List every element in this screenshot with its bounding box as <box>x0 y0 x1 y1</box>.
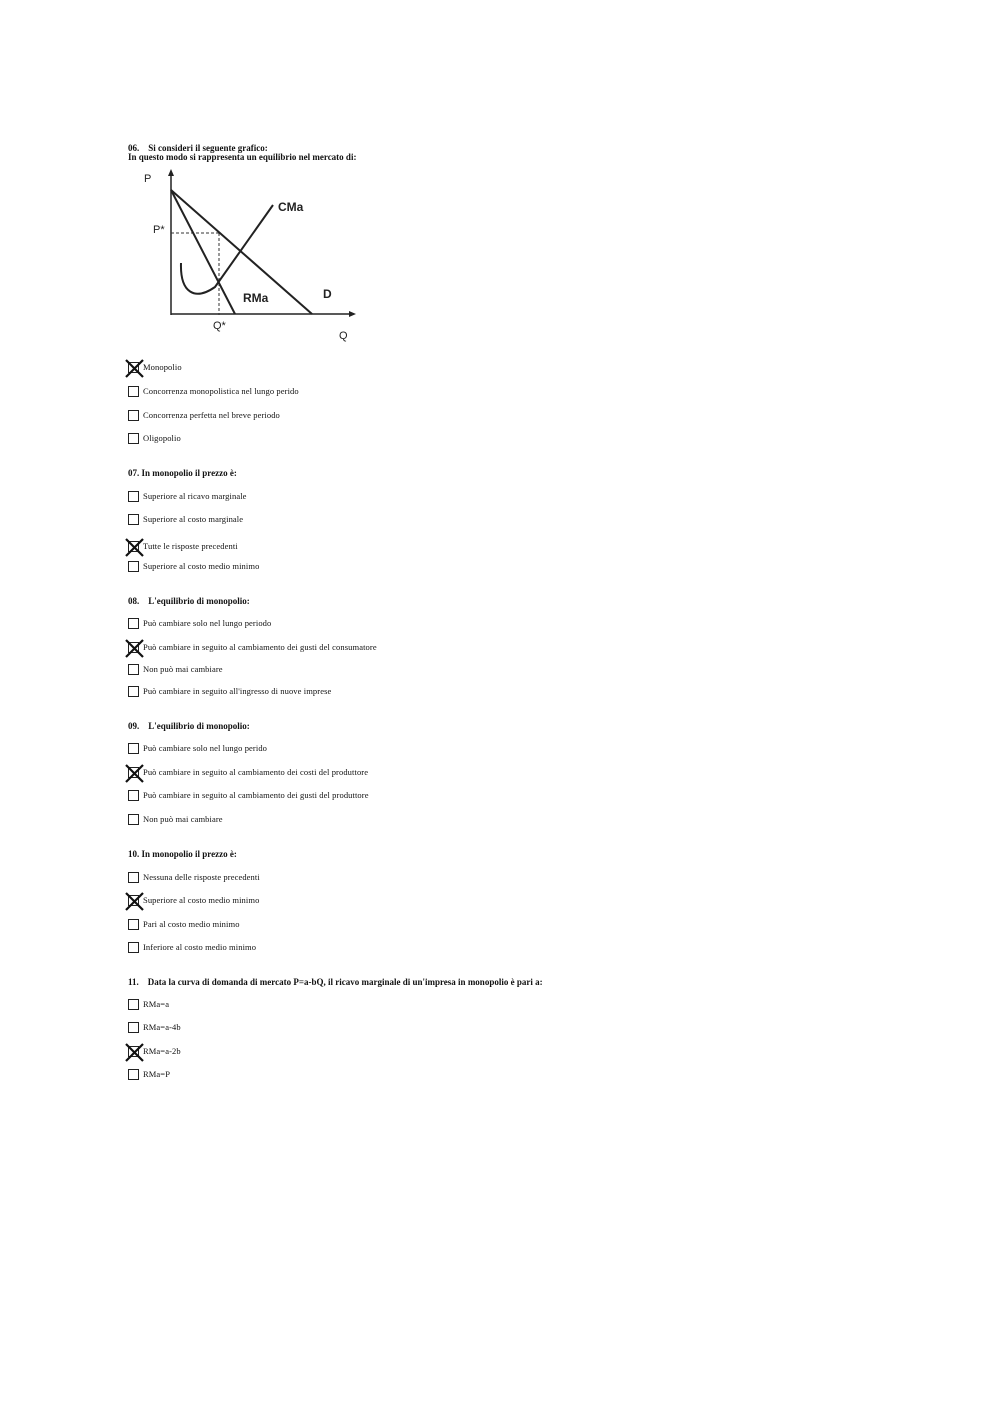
q06-option-3-label: Concorrenza perfetta nel breve periodo <box>143 410 280 420</box>
q08-option-3[interactable] <box>128 662 223 676</box>
question-09-title: 09. L'equilibrio di monopolio: <box>128 721 250 731</box>
q07-option-4[interactable] <box>128 559 259 573</box>
q07-option-2-label: Superiore al costo marginale <box>143 514 244 524</box>
q08-option-3-label: Non può mai cambiare <box>143 664 223 674</box>
question-06-title: 06. Si consideri il seguente grafico: <box>128 143 268 153</box>
q11-checkbox-4[interactable] <box>128 1069 139 1080</box>
q06-checkbox-3[interactable] <box>128 410 139 421</box>
q08-option-4[interactable] <box>128 684 331 698</box>
q07-option-3[interactable] <box>128 539 238 553</box>
q06-option-1[interactable] <box>128 360 182 374</box>
q08-option-2[interactable] <box>128 640 377 654</box>
y-axis-label: P <box>144 173 152 185</box>
q09-checkbox-2[interactable] <box>128 767 139 778</box>
check-cross-icon <box>125 892 144 911</box>
q10-option-4[interactable] <box>128 940 256 954</box>
q09-option-2-label: Può cambiare in seguito al cambiamento dei costi del produttore <box>143 767 369 777</box>
q08-checkbox-3[interactable] <box>128 664 139 675</box>
q06-checkbox-2[interactable] <box>128 386 139 397</box>
question-06-subtitle: In questo modo si rappresenta un equilibrio nel mercato di: <box>128 152 357 162</box>
q11-option-2[interactable] <box>128 1020 181 1034</box>
q10-checkbox-3[interactable] <box>128 919 139 930</box>
q09-option-1-label: Può cambiare solo nel lungo perido <box>143 743 268 753</box>
q08-checkbox-2[interactable] <box>128 642 139 653</box>
q09-option-3-label: Può cambiare in seguito al cambiamento dei gusti del produttore <box>143 790 369 800</box>
q07-checkbox-3[interactable] <box>128 541 139 552</box>
q09-checkbox-4[interactable] <box>128 814 139 825</box>
q11-option-2-label: RMa=a-4b <box>143 1022 181 1032</box>
marginal-cost-curve <box>181 205 273 294</box>
q07-option-1-label: Superiore al ricavo marginale <box>143 491 247 501</box>
q10-option-4-label: Inferiore al costo medio minimo <box>143 942 257 952</box>
q11-checkbox-3[interactable] <box>128 1046 139 1057</box>
marginal-revenue-curve <box>171 190 235 314</box>
q09-option-4[interactable] <box>128 812 223 826</box>
q06-option-4-label: Oligopolio <box>143 433 181 443</box>
q10-checkbox-1[interactable] <box>128 872 139 883</box>
q11-option-1[interactable] <box>128 997 169 1011</box>
q08-option-1-label: Può cambiare solo nel lungo periodo <box>143 618 272 628</box>
q06-option-2[interactable] <box>128 384 299 398</box>
q10-option-2-label: Superiore al costo medio minimo <box>143 895 260 905</box>
q11-option-1-label: RMa=a <box>143 999 170 1009</box>
check-cross-icon <box>125 538 144 557</box>
quantity-star-label: Q* <box>213 320 226 332</box>
check-cross-icon <box>125 1043 144 1062</box>
check-cross-icon <box>125 639 144 658</box>
q07-option-4-label: Superiore al costo medio minimo <box>143 561 260 571</box>
monopoly-equilibrium-graph <box>140 165 380 350</box>
q09-option-2[interactable] <box>128 765 368 779</box>
question-10-title: 10. In monopolio il prezzo è: <box>128 849 237 859</box>
q11-checkbox-1[interactable] <box>128 999 139 1010</box>
q11-option-4[interactable] <box>128 1067 170 1081</box>
x-axis-arrow <box>349 311 356 317</box>
cma-label: CMa <box>278 200 304 214</box>
q09-option-4-label: Non può mai cambiare <box>143 814 223 824</box>
q06-option-2-label: Concorrenza monopolistica nel lungo perido <box>143 386 299 396</box>
price-star-label: P* <box>153 224 165 236</box>
q08-option-2-label: Può cambiare in seguito al cambiamento dei gusti del consumatore <box>143 642 377 652</box>
q11-option-4-label: RMa=P <box>143 1069 171 1079</box>
q08-checkbox-4[interactable] <box>128 686 139 697</box>
check-cross-icon <box>125 359 144 378</box>
q08-option-1[interactable] <box>128 616 271 630</box>
q10-checkbox-2[interactable] <box>128 895 139 906</box>
q11-checkbox-2[interactable] <box>128 1022 139 1033</box>
question-07-title: 07. In monopolio il prezzo è: <box>128 468 237 478</box>
q10-option-2[interactable] <box>128 893 259 907</box>
q09-checkbox-3[interactable] <box>128 790 139 801</box>
check-cross-icon <box>125 764 144 783</box>
q08-option-4-label: Può cambiare in seguito all'ingresso di nuove imprese <box>143 686 332 696</box>
q10-option-3-label: Pari al costo medio minimo <box>143 919 240 929</box>
d-label: D <box>323 287 332 301</box>
q10-checkbox-4[interactable] <box>128 942 139 953</box>
question-11-title: 11. Data la curva di domanda di mercato P=a-bQ, il ricavo marginale di un'impresa in monopolio è pari a: <box>128 977 543 987</box>
question-08-title: 08. L'equilibrio di monopolio: <box>128 596 250 606</box>
q07-option-1[interactable] <box>128 489 247 503</box>
q07-option-3-label: Tutte le risposte precedenti <box>143 541 238 551</box>
rma-label: RMa <box>243 291 269 305</box>
q07-checkbox-1[interactable] <box>128 491 139 502</box>
q06-checkbox-1[interactable] <box>128 362 139 373</box>
y-axis-arrow <box>168 169 174 176</box>
q07-option-2[interactable] <box>128 512 243 526</box>
q08-checkbox-1[interactable] <box>128 618 139 629</box>
q10-option-1[interactable] <box>128 870 260 884</box>
q11-option-3[interactable] <box>128 1044 181 1058</box>
q09-checkbox-1[interactable] <box>128 743 139 754</box>
q07-checkbox-2[interactable] <box>128 514 139 525</box>
q06-option-1-label: Monopolio <box>143 362 182 372</box>
x-axis-label: Q <box>339 330 348 342</box>
q09-option-3[interactable] <box>128 788 369 802</box>
q06-checkbox-4[interactable] <box>128 433 139 444</box>
q11-option-3-label: RMa=a-2b <box>143 1046 181 1056</box>
q10-option-1-label: Nessuna delle risposte precedenti <box>143 872 260 882</box>
q07-checkbox-4[interactable] <box>128 561 139 572</box>
q10-option-3[interactable] <box>128 917 240 931</box>
q09-option-1[interactable] <box>128 741 267 755</box>
q06-option-4[interactable] <box>128 431 181 445</box>
q06-option-3[interactable] <box>128 408 280 422</box>
